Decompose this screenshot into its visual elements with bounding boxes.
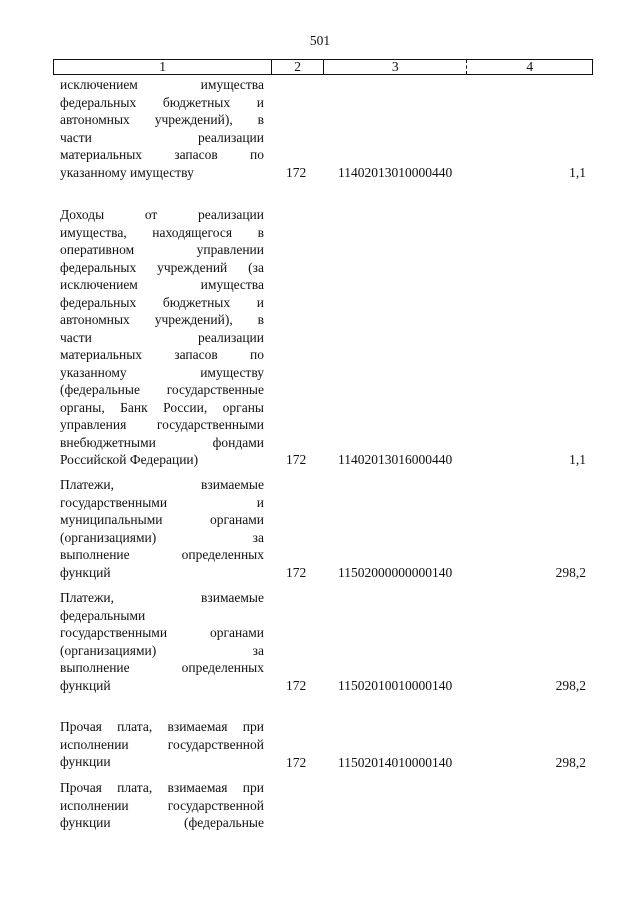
description-line: внебюджетными фондами [60,434,264,450]
table-header [53,59,593,75]
row-budget-code: 11502014010000140 [338,754,453,770]
header-col-1: 1 [54,60,272,74]
row-budget-code: 11402013016000440 [338,451,453,467]
description-line: имущества, находящегося в [60,224,264,240]
description-line: выполнение определенных [60,660,264,675]
description-line: функций [60,677,111,693]
row-value: 298,2 [555,754,586,770]
row-value: 1,1 [569,451,586,467]
description-line: государственными органами [60,625,264,640]
table-row [60,476,590,581]
description-line: государственными и [60,494,264,510]
description-line: автономных учреждений), в [60,312,264,327]
page-number: 501 [309,33,331,48]
description-line: федеральных учреждений (за [60,259,264,275]
description-line: Платежи, взимаемые [60,590,264,605]
table-row [60,589,590,694]
description-line: Доходы от реализации [60,207,264,222]
description-line: указанному имуществу [60,164,194,180]
description-line: (федеральные государственные [60,382,264,397]
row-admin-code: 172 [286,754,307,770]
description-line: функций [60,564,111,580]
header-col-3: 3 [324,60,467,74]
description-line: оперативном управлении [60,242,264,257]
description-line: автономных учреждений), в [60,112,264,127]
description-line: исключением имущества [60,77,264,92]
description-line: Российской Федерации) [60,452,199,467]
description-line: федеральных бюджетных и [60,294,264,310]
description-line: Платежи, взимаемые [60,477,264,492]
description-line: материальных запасов по [60,147,264,162]
description-line: исполнении государственной [60,736,264,752]
row-description [60,589,264,694]
row-admin-code: 172 [286,451,307,467]
description-line: исполнении государственной [60,797,264,813]
row-description [60,779,264,832]
row-value: 298,2 [555,564,586,580]
row-description [60,476,264,581]
description-line: функции [60,754,111,769]
row-description [60,206,264,469]
description-line: федеральными [60,607,146,623]
description-line: органы, Банк России, органы [60,399,264,415]
table-row [60,76,590,181]
row-budget-code: 11502010010000140 [338,677,453,693]
row-admin-code: 172 [286,164,307,180]
description-line: части реализации [60,129,264,145]
header-col-4: 4 [526,59,534,74]
table-row [60,206,590,468]
row-value: 298,2 [555,677,586,693]
row-budget-code: 11402013010000440 [338,164,453,180]
description-line: указанному имуществу [60,364,264,380]
row-budget-code: 11502000000000140 [338,564,453,580]
description-line: функции (федеральные [60,815,264,830]
description-line: выполнение определенных [60,547,264,562]
description-line: управления государственными [60,417,264,432]
description-line: Прочая плата, взимаемая при [60,780,264,795]
row-admin-code: 172 [286,564,307,580]
table-row [60,718,590,771]
description-line: Прочая плата, взимаемая при [60,719,264,734]
row-value: 1,1 [569,164,586,180]
description-line: (организациями) за [60,529,264,545]
row-description [60,76,264,181]
row-description [60,718,264,771]
description-line: части реализации [60,329,264,345]
description-line: федеральных бюджетных и [60,94,264,110]
description-line: муниципальными органами [60,512,264,527]
row-admin-code: 172 [286,677,307,693]
description-line: исключением имущества [60,277,264,292]
table-row [60,779,590,832]
description-line: материальных запасов по [60,347,264,362]
header-col-2: 2 [272,60,324,74]
description-line: (организациями) за [60,642,264,658]
